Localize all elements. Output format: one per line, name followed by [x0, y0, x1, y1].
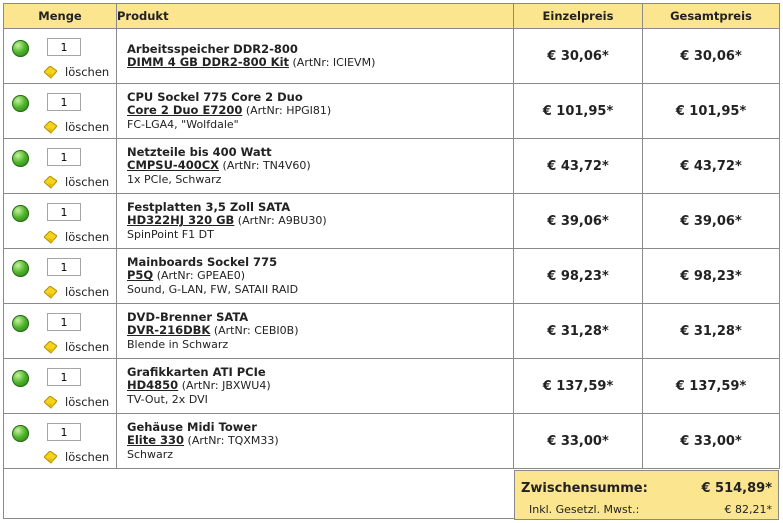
total-price: € 137,59*: [643, 359, 780, 414]
delete-label: löschen: [65, 450, 110, 464]
delete-link[interactable]: [44, 120, 109, 134]
delete-label: löschen: [65, 175, 110, 189]
unit-price: € 31,28*: [514, 304, 643, 359]
total-price: € 31,28*: [643, 304, 780, 359]
quantity-input[interactable]: [47, 313, 81, 331]
product-link[interactable]: HD322HJ 320 GB: [127, 213, 235, 228]
delete-icon: [44, 66, 57, 79]
unit-price: € 137,59*: [514, 359, 643, 414]
product-category: CPU Sockel 775 Core 2 Duo: [127, 89, 303, 104]
quantity-input[interactable]: [47, 258, 81, 276]
availability-icon: [12, 260, 29, 277]
availability-icon: [12, 95, 29, 112]
total-price: € 30,06*: [643, 29, 780, 84]
delete-icon: [44, 231, 57, 244]
product-description: Blende in Schwarz: [127, 337, 229, 351]
delete-link[interactable]: [44, 175, 109, 189]
quantity-input[interactable]: [47, 423, 81, 441]
quantity-input[interactable]: [47, 93, 81, 111]
availability-icon: [12, 370, 29, 387]
unit-price: € 30,06*: [514, 29, 643, 84]
cart-item-row: [4, 414, 780, 469]
delete-icon: [44, 121, 57, 134]
qty-cell: [4, 194, 117, 249]
product-description: SpinPoint F1 DT: [127, 227, 214, 241]
product-artnr: (ArtNr: A9BU30): [237, 214, 327, 228]
summary-box: [514, 470, 779, 520]
product-link[interactable]: P5Q: [127, 268, 154, 283]
cart-item-row: [4, 84, 780, 139]
cart-item-row: [4, 139, 780, 194]
product-description: TV-Out, 2x DVI: [127, 392, 208, 406]
delete-icon: [44, 396, 57, 409]
availability-icon: [12, 425, 29, 442]
delete-label: löschen: [65, 340, 110, 354]
cart-item-row: [4, 194, 780, 249]
header-produkt: Produkt: [117, 4, 514, 29]
product-cell: [117, 194, 514, 249]
total-price: € 101,95*: [643, 84, 780, 139]
delete-icon: [44, 451, 57, 464]
product-artnr: (ArtNr: GPEAE0): [156, 269, 246, 283]
delete-link[interactable]: [44, 340, 109, 354]
header-einzelpreis: Einzelpreis: [514, 4, 643, 29]
cart-item-row: [4, 249, 780, 304]
availability-icon: [12, 150, 29, 167]
delete-icon: [44, 341, 57, 354]
delete-label: löschen: [65, 285, 110, 299]
quantity-input[interactable]: [47, 38, 81, 56]
qty-cell: [4, 249, 117, 304]
total-price: € 33,00*: [643, 414, 780, 469]
availability-icon: [12, 315, 29, 332]
product-cell: [117, 29, 514, 84]
product-category: Mainboards Sockel 775: [127, 254, 278, 269]
product-category: Netzteile bis 400 Watt: [127, 144, 272, 159]
quantity-input[interactable]: [47, 368, 81, 386]
product-description: Sound, G-LAN, FW, SATAII RAID: [127, 282, 299, 296]
cart-footer-frame: [3, 467, 515, 519]
product-artnr: (ArtNr: ICIEVM): [292, 56, 376, 69]
product-description: 1x PCIe, Schwarz: [127, 172, 222, 186]
delete-label: löschen: [65, 395, 110, 409]
quantity-input[interactable]: [47, 148, 81, 166]
product-description: FC-LGA4, "Wolfdale": [127, 117, 239, 131]
unit-price: € 98,23*: [514, 249, 643, 304]
cart-item-row: [4, 359, 780, 414]
product-category: Arbeitsspeicher DDR2-800: [127, 41, 298, 56]
product-link[interactable]: Elite 330: [127, 433, 185, 448]
header-gesamtpreis: Gesamtpreis: [643, 4, 780, 29]
unit-price: € 33,00*: [514, 414, 643, 469]
product-cell: [117, 359, 514, 414]
product-link[interactable]: HD4850: [127, 378, 179, 393]
cart-item-row: [4, 29, 780, 84]
header-menge: Menge: [4, 4, 117, 29]
product-cell: [117, 304, 514, 359]
product-description: Schwarz: [127, 447, 174, 461]
subtotal-value: € 514,89*: [701, 481, 772, 496]
unit-price: € 39,06*: [514, 194, 643, 249]
unit-price: € 101,95*: [514, 84, 643, 139]
availability-icon: [12, 205, 29, 222]
product-category: Gehäuse Midi Tower: [127, 419, 257, 434]
delete-link[interactable]: [44, 285, 109, 299]
product-cell: [117, 139, 514, 194]
delete-icon: [44, 286, 57, 299]
qty-cell: [4, 414, 117, 469]
delete-link[interactable]: [44, 65, 109, 79]
vat-value: € 82,21*: [724, 503, 772, 516]
product-artnr: (ArtNr: CEBI0B): [213, 324, 299, 338]
product-category: DVD-Brenner SATA: [127, 309, 249, 324]
delete-icon: [44, 176, 57, 189]
qty-cell: [4, 139, 117, 194]
cart-item-row: [4, 304, 780, 359]
product-category: Festplatten 3,5 Zoll SATA: [127, 199, 291, 214]
quantity-input[interactable]: [47, 203, 81, 221]
qty-cell: [4, 84, 117, 139]
product-cell: [117, 84, 514, 139]
cart-table: [3, 3, 780, 469]
vat-label: Inkl. Gesetzl. Mwst.:: [529, 503, 640, 516]
delete-label: löschen: [65, 65, 110, 79]
delete-link[interactable]: [44, 450, 109, 464]
subtotal-label: Zwischensumme:: [521, 481, 648, 496]
delete-link[interactable]: [44, 395, 109, 409]
total-price: € 98,23*: [643, 249, 780, 304]
product-cell: [117, 414, 514, 469]
cart-header-row: [4, 4, 780, 29]
total-price: € 43,72*: [643, 139, 780, 194]
delete-label: löschen: [65, 120, 110, 134]
product-artnr: (ArtNr: HPGI81): [245, 104, 332, 118]
product-category: Grafikkarten ATI PCIe: [127, 364, 266, 379]
product-artnr: (ArtNr: TQXM33): [187, 434, 279, 448]
availability-icon: [12, 40, 29, 57]
product-link[interactable]: CMPSU-400CX: [127, 158, 220, 173]
qty-cell: [4, 359, 117, 414]
product-artnr: (ArtNr: TN4V60): [222, 159, 311, 173]
qty-cell: [4, 304, 117, 359]
qty-cell: [4, 29, 117, 84]
product-artnr: (ArtNr: JBXWU4): [181, 379, 271, 393]
product-link[interactable]: Core 2 Duo E7200: [127, 103, 243, 118]
total-price: € 39,06*: [643, 194, 780, 249]
product-cell: [117, 249, 514, 304]
product-link[interactable]: DIMM 4 GB DDR2-800 Kit: [127, 55, 290, 69]
unit-price: € 43,72*: [514, 139, 643, 194]
delete-link[interactable]: [44, 230, 109, 244]
delete-label: löschen: [65, 230, 110, 244]
product-link[interactable]: DVR-216DBK: [127, 323, 211, 338]
